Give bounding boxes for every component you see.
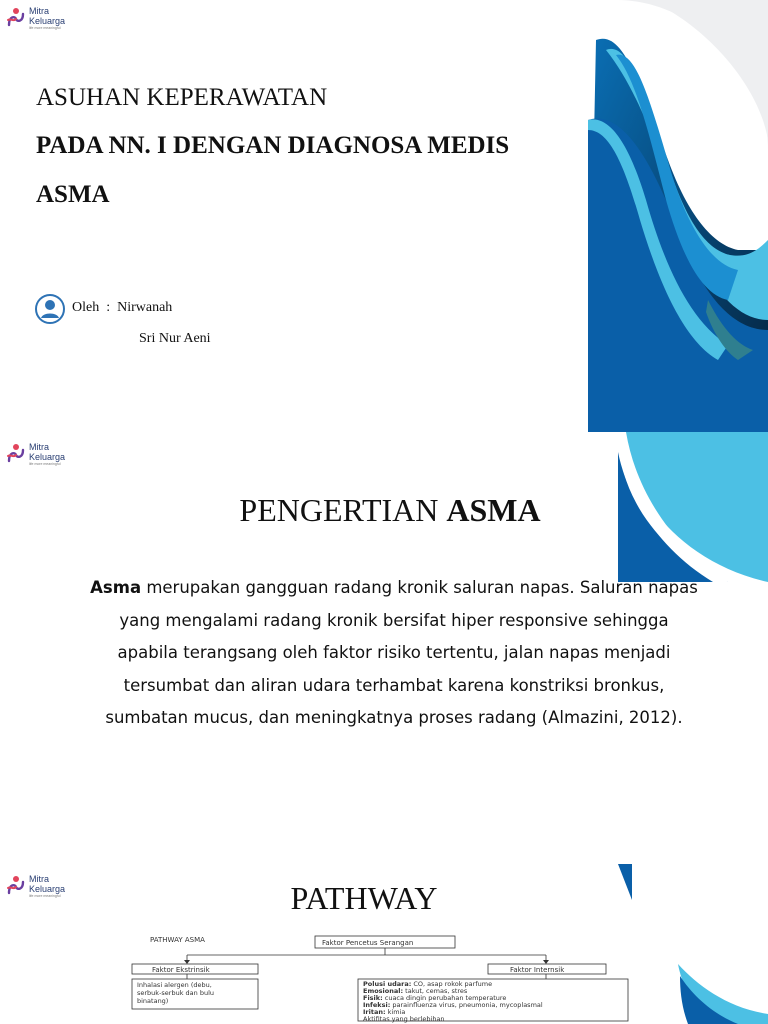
internal-detail-1: Polusi udara: CO, asap rokok parfume	[363, 980, 493, 988]
mitra-keluarga-logo-icon	[6, 6, 26, 28]
logo-name-line2: Keluarga	[29, 884, 66, 894]
arrow-right	[543, 960, 549, 964]
external-detail-1: Inhalasi alergen (debu,	[137, 981, 212, 989]
logo-name-line1: Mitra	[29, 6, 49, 16]
slide-definition	[0, 432, 768, 836]
trigger-box-label: Faktor Pencetus Serangan	[322, 939, 414, 947]
internal-detail-6: Aktifitas yang berlebihan	[363, 1015, 445, 1023]
pathway-title: PATHWAY	[290, 880, 438, 916]
definition-term: Asma	[90, 578, 142, 597]
internal-detail-4: Infeksi: parainfluenza virus, pneumonia, mycoplasmal	[363, 1001, 543, 1009]
byline-author-1: Oleh : Nirwanah	[72, 300, 173, 315]
external-detail-2: serbuk-serbuk dan bulu	[137, 989, 215, 997]
arrow-left	[184, 960, 190, 964]
logo-name-line1: Mitra	[29, 874, 49, 884]
internal-factor-label: Faktor Internsik	[510, 966, 565, 974]
pathway-diagram	[0, 836, 640, 1024]
internal-detail-2: Emosional: takut, cemas, stres	[363, 987, 468, 995]
internal-detail-5: Iritan: kimia	[363, 1008, 406, 1016]
mitra-keluarga-logo	[6, 6, 65, 31]
logo-name-line1: Mitra	[29, 442, 49, 452]
title-line-2: PADA NN. I DENGAN DIAGNOSA MEDIS	[36, 132, 510, 159]
title-line-3: ASMA	[36, 181, 110, 208]
author-2: Sri Nur Aeni	[139, 331, 211, 346]
mitra-keluarga-logo	[6, 442, 65, 467]
definition-paragraph	[88, 572, 700, 735]
user-icon	[35, 294, 65, 324]
title-line-1: ASUHAN KEPERAWATAN	[36, 84, 328, 111]
definition-title-normal: PENGERTIAN	[239, 492, 447, 528]
definition-text: merupakan gangguan radang kronik saluran napas. Saluran napas yang mengalami radang kronik bersifat hiper responsive sehingga apabila terangsang oleh faktor risiko tertentu, jalan napas menjadi tersumbat dan aliran udara terhambat karena konstriksi bronkus, sumbatan mucus, dan meningkatnya proses radang (Almazini, 2012).	[105, 578, 698, 727]
definition-title-bold: ASMA	[446, 492, 541, 528]
logo-tagline: life more meaningful	[29, 26, 61, 30]
wave-decoration-top	[588, 0, 768, 432]
logo-tagline: life more meaningful	[29, 462, 61, 466]
external-factor-label: Faktor Ekstrinsik	[152, 966, 210, 974]
slide-title	[0, 0, 768, 432]
internal-detail-3: Fisik: cuaca dingin perubahan temperature	[363, 994, 507, 1002]
pathway-heading: PATHWAY ASMA	[150, 936, 205, 944]
logo-name-line2: Keluarga	[29, 16, 66, 26]
definition-title	[0, 492, 768, 529]
mitra-keluarga-logo-icon	[6, 442, 26, 464]
logo-name-line2: Keluarga	[29, 452, 66, 462]
external-detail-3: binatang)	[137, 997, 169, 1005]
slide-pathway	[0, 836, 768, 1024]
logo-tagline: life more meaningful	[29, 894, 61, 898]
wave-decoration-bottom	[618, 836, 768, 1024]
